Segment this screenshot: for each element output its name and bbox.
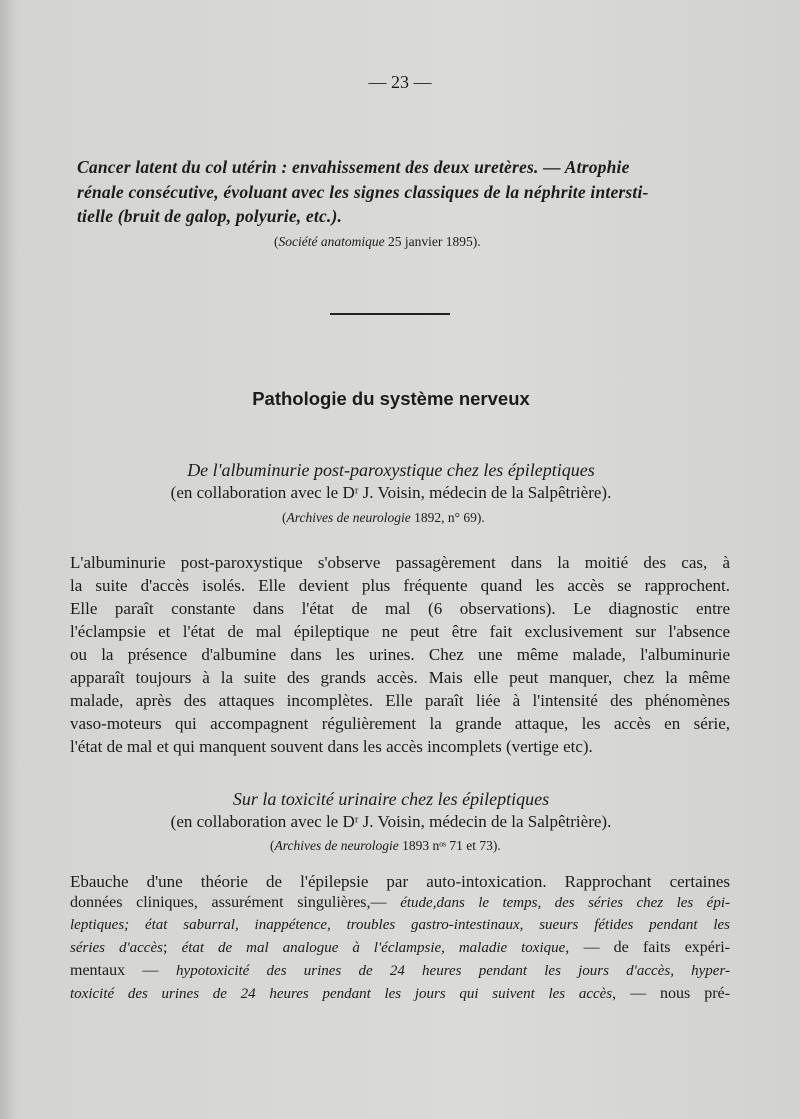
- abstract-title-line-3: tielle (bruit de galop, polyurie, etc.).: [77, 206, 343, 226]
- article-2-body-line: séries d'accès; état de mal analogue à l'éclampsie, maladie toxique, — de faits expéri-: [70, 939, 731, 956]
- abstract-title-line-1: Cancer latent du col utérin : envahissement des deux uretères. — Atrophie: [77, 157, 630, 177]
- article-2-body-line: toxicité des urines de 24 heures pendant les jours qui suivent les accès, — nous pré-: [70, 985, 730, 1002]
- citation-journal: Archives de neurologie: [286, 510, 411, 525]
- abstract-citation: (Société anatomique 25 janvier 1895).: [274, 234, 481, 249]
- article-2-body-line: leptiques; état saburral, inappétence, troubles gastro-intestinaux, sueurs fétides pendant les: [70, 917, 730, 933]
- citation-journal: Société anatomique: [278, 234, 385, 249]
- article-1-body-line: L'albuminurie post-paroxystique s'observe passagèrement dans la moitié des cas, à: [70, 553, 730, 572]
- article-2-body-line: Ebauche d'une théorie de l'épilepsie par auto-intoxication. Rapprochant certaines: [70, 872, 730, 891]
- citation-date: 25 janvier 1895).: [384, 234, 481, 249]
- section-title: Pathologie du système nerveux: [252, 388, 530, 409]
- article-2-body-line: mentaux — hypotoxicité des urines de 24 heures pendant les jours d'accès, hyper-: [70, 962, 731, 979]
- article-2-body-line: données cliniques, assurément singulières,— étude,dans le temps, des séries chez les épi-: [70, 894, 730, 911]
- article-1-collaboration: (en collaboration avec le Dʳ J. Voisin, médecin de la Salpêtrière).: [170, 483, 612, 502]
- article-1-body-line: malade, après des attaques incomplètes. Elle paraît liée à l'intensité des phénomènes: [70, 691, 730, 710]
- article-1-citation: (Archives de neurologie 1892, n° 69).: [282, 510, 485, 525]
- article-1-title: De l'albuminurie post-paroxystique chez les épileptiques: [187, 460, 595, 480]
- article-1-body-line: vaso-moteurs qui accompagnent régulièrement la grande attaque, les accès en série,: [70, 714, 730, 733]
- article-1-body-line: la suite d'accès isolés. Elle devient plus fréquente quand les accès se rapprochent.: [70, 576, 730, 595]
- article-1-body-line: l'éclampsie et l'état de mal épileptique ne peut être fait exclusivement sur l'absence: [70, 622, 730, 641]
- citation-journal: Archives de neurologie: [274, 838, 399, 853]
- citation-date: 1893 nᵒˢ 71 et 73).: [398, 838, 501, 853]
- article-2-title: Sur la toxicité urinaire chez les épileptiques: [232, 789, 550, 809]
- article-1-body-line: ou la présence d'albumine dans les urines. Chez une même malade, l'albuminurie: [70, 645, 730, 664]
- article-2-collaboration: (en collaboration avec le Dʳ J. Voisin, médecin de la Salpêtrière).: [170, 812, 612, 831]
- page-number: — 23 —: [368, 72, 432, 92]
- citation-date: 1892, n° 69).: [410, 510, 485, 525]
- article-1-body-line: Elle paraît constante dans l'état de mal (6 observations). Le diagnostic entre: [70, 599, 730, 618]
- section-divider: [330, 313, 450, 315]
- article-1-body-line: apparaît toujours à la suite des grands accès. Mais elle peut manquer, chez la même: [70, 668, 730, 687]
- abstract-title-line-2: rénale consécutive, évoluant avec les signes classiques de la néphrite intersti-: [77, 182, 649, 202]
- article-1-body-line: l'état de mal et qui manquent souvent dans les accès incomplets (vertige etc).: [70, 737, 593, 756]
- article-2-citation: (Archives de neurologie 1893 nᵒˢ 71 et 73).: [270, 838, 501, 853]
